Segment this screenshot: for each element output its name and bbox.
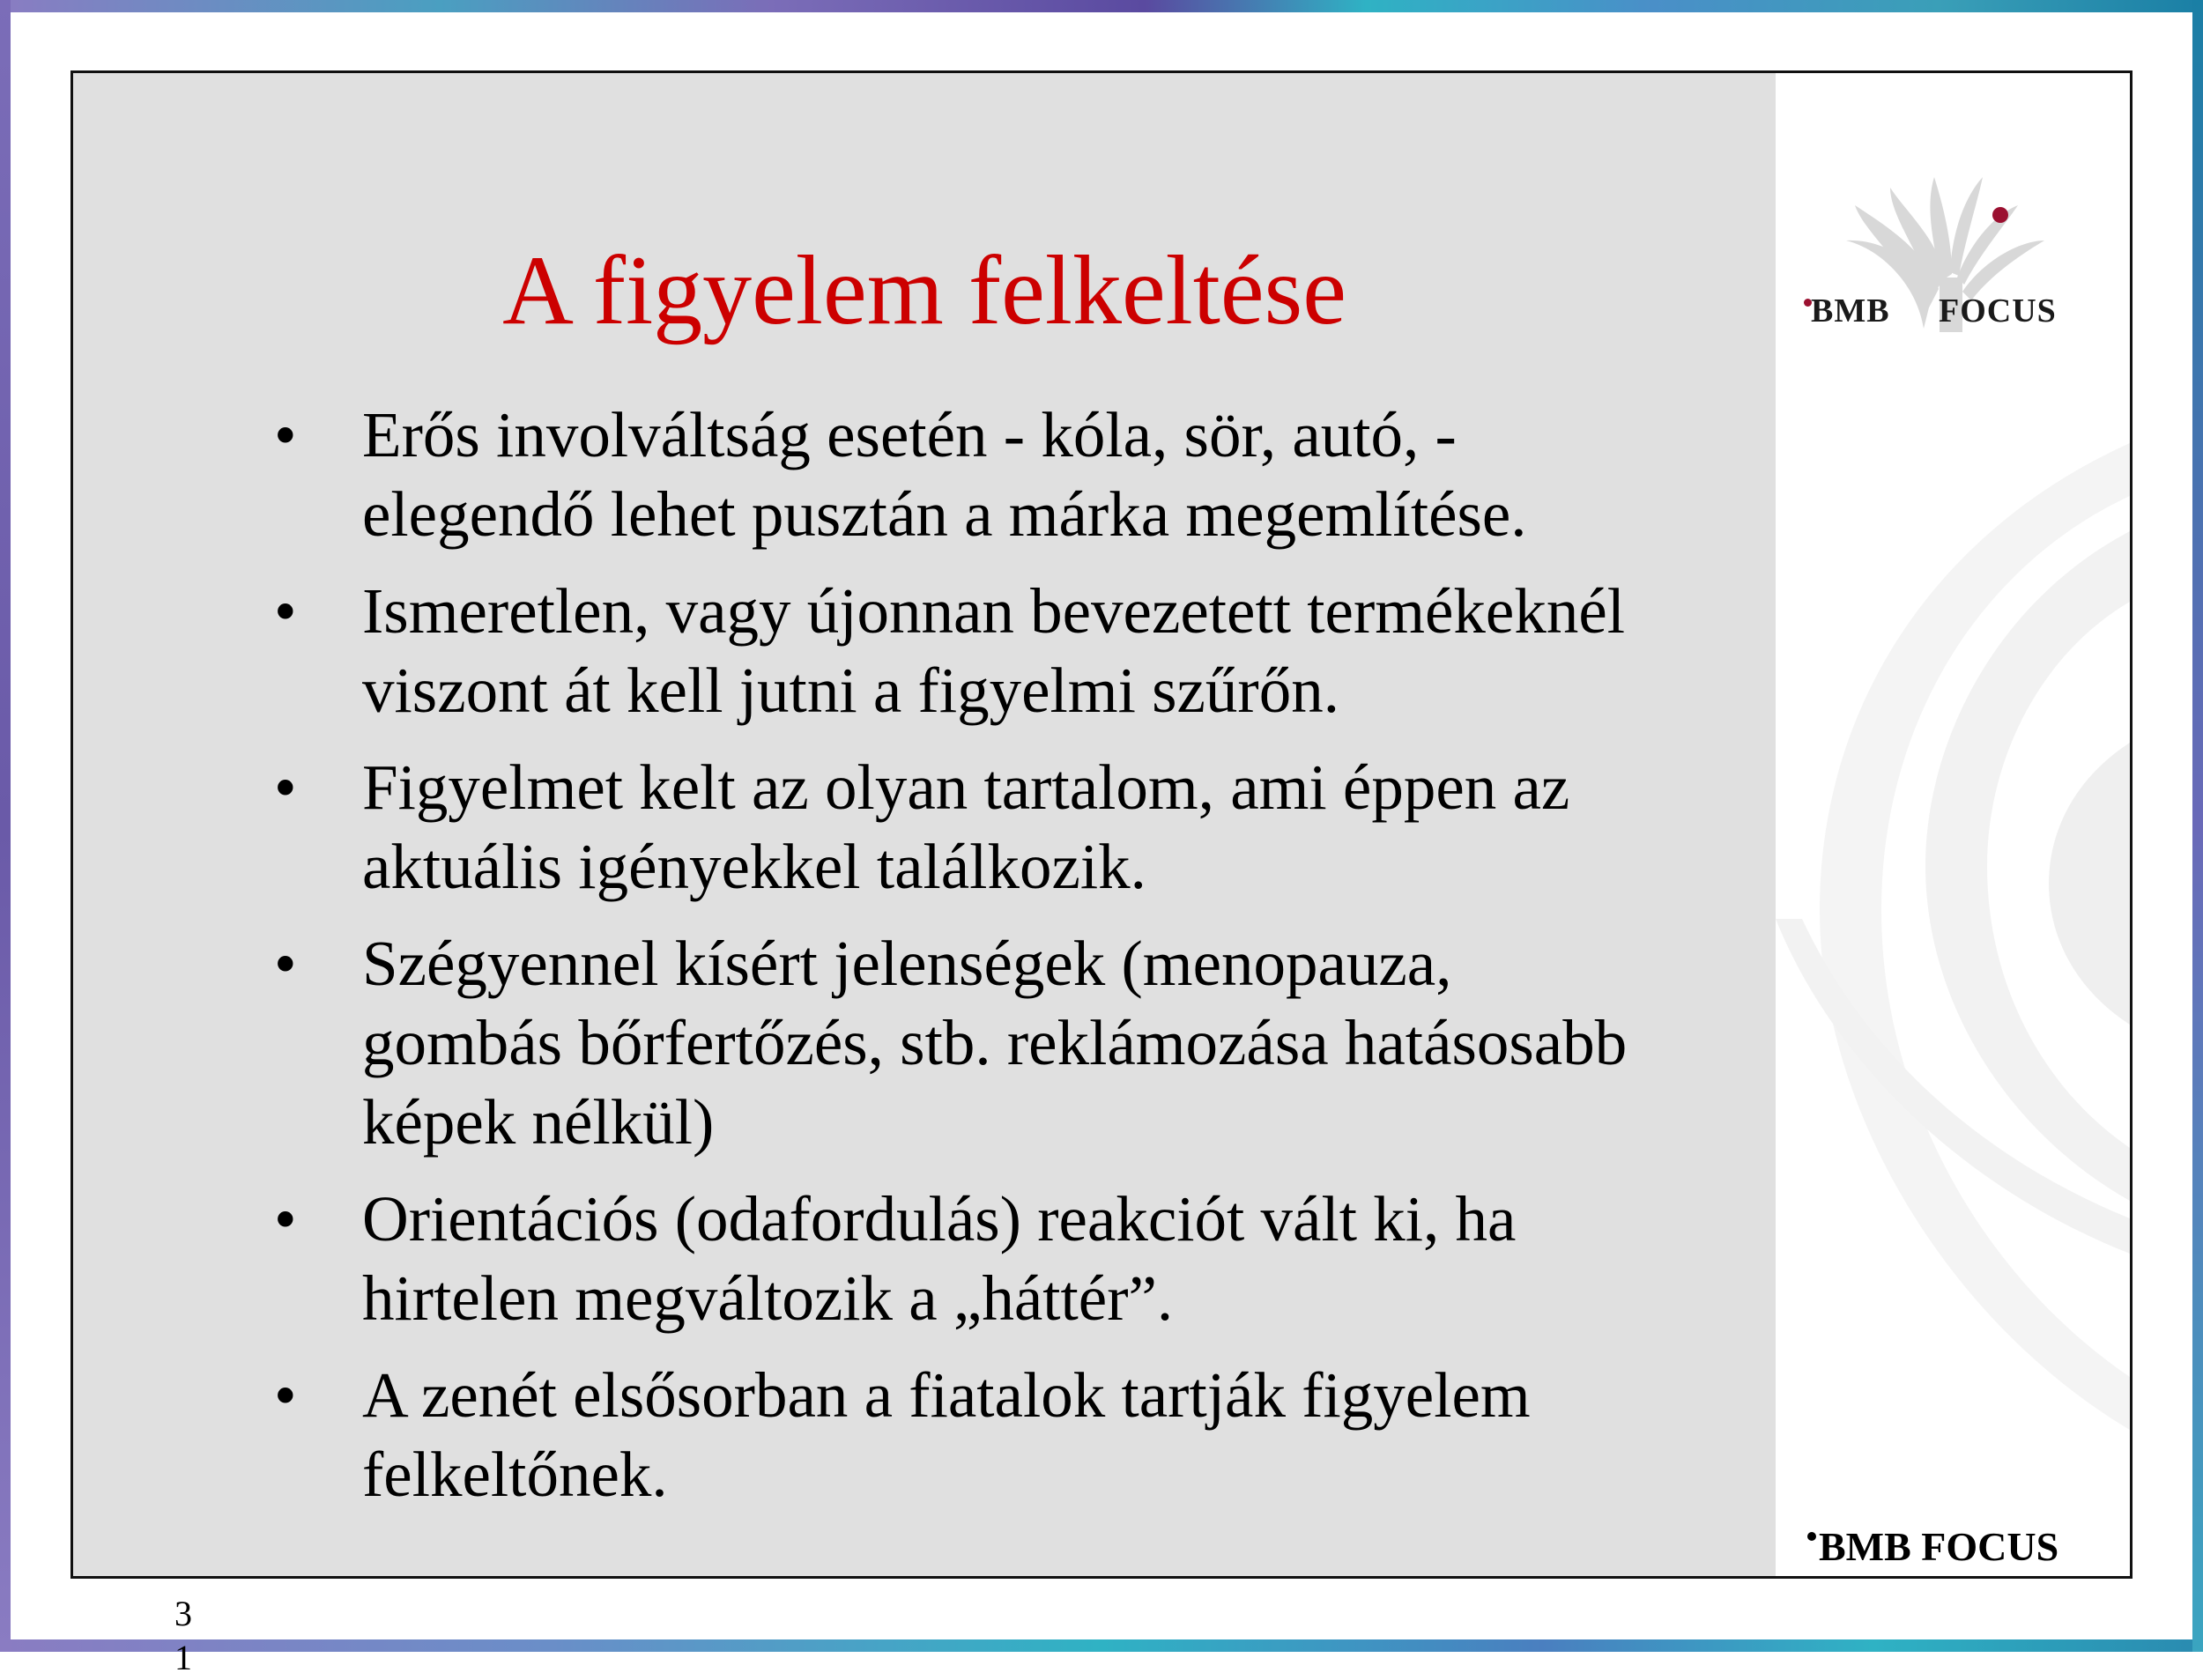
bullet-line: elegendő lehet pusztán a márka megemlítése. [362, 478, 1527, 550]
bullet-item [205, 1180, 1783, 1338]
bullet-item [205, 748, 1783, 907]
brand-logo [1776, 73, 2130, 355]
bullet-item [205, 924, 1783, 1162]
logo-dot-top [1992, 207, 2008, 223]
footer-logo [1807, 1523, 2058, 1570]
bullet-line: Szégyennel kísért jelenségek (menopauza, [362, 928, 1452, 999]
bullet-dot-icon: • [274, 1183, 297, 1254]
slide-frame [70, 70, 2133, 1677]
bullet-item [205, 1356, 1783, 1514]
bullet-line: Orientációs (odafordulás) reakciót vált ki, ha [362, 1183, 1517, 1254]
bullet-line: A zenét elsősorban a fiatalok tartják figyelem [362, 1359, 1531, 1431]
bullet-line: gombás bőrfertőzés, stb. reklámozása hatásosabb [362, 1007, 1628, 1078]
gradient-border-bottom [0, 1639, 2203, 1652]
bullet-list [205, 396, 1783, 1532]
bullet-line: viszont át kell jutni a figyelmi szűrőn. [362, 655, 1339, 726]
bullet-dot-icon: • [274, 928, 297, 999]
bullet-dot-icon: • [274, 751, 297, 823]
side-panel [1776, 73, 2130, 1576]
bullet-line: Figyelmet kelt az olyan tartalom, ami éppen az [362, 751, 1570, 823]
bullet-line: képek nélkül) [362, 1086, 715, 1158]
bullet-line: Erős involváltság esetén - kóla, sör, autó, - [362, 399, 1457, 470]
gradient-border-top [0, 0, 2203, 12]
logo-text-left: BMB [1811, 292, 1890, 329]
footer-logo-text: BMB FOCUS [1819, 1524, 2059, 1569]
bullet-line: hirtelen megváltozik a „háttér”. [362, 1262, 1174, 1334]
slide-title: A figyelem felkeltése [502, 236, 1346, 345]
bullet-line: felkeltőnek. [362, 1439, 668, 1510]
page-number [170, 1592, 197, 1680]
bullet-line: Ismeretlen, vagy újonnan bevezetett termékeknél [362, 575, 1626, 647]
gradient-border-right [2192, 0, 2203, 1652]
bullet-line: aktuális igényekkel találkozik. [362, 831, 1146, 902]
page-number-digit: 1 [174, 1638, 192, 1677]
bullet-item [205, 572, 1783, 730]
bullet-item [205, 396, 1783, 554]
bullet-dot-icon: • [274, 575, 297, 647]
logo-text-right: FOCUS [1939, 292, 2057, 329]
bullet-dot-icon: • [274, 399, 297, 470]
footer-logo-dot [1807, 1532, 1816, 1541]
page-number-digit: 3 [174, 1594, 192, 1633]
bullet-dot-icon: • [274, 1359, 297, 1431]
gradient-border-left [0, 0, 11, 1652]
content-panel [73, 73, 1776, 1677]
